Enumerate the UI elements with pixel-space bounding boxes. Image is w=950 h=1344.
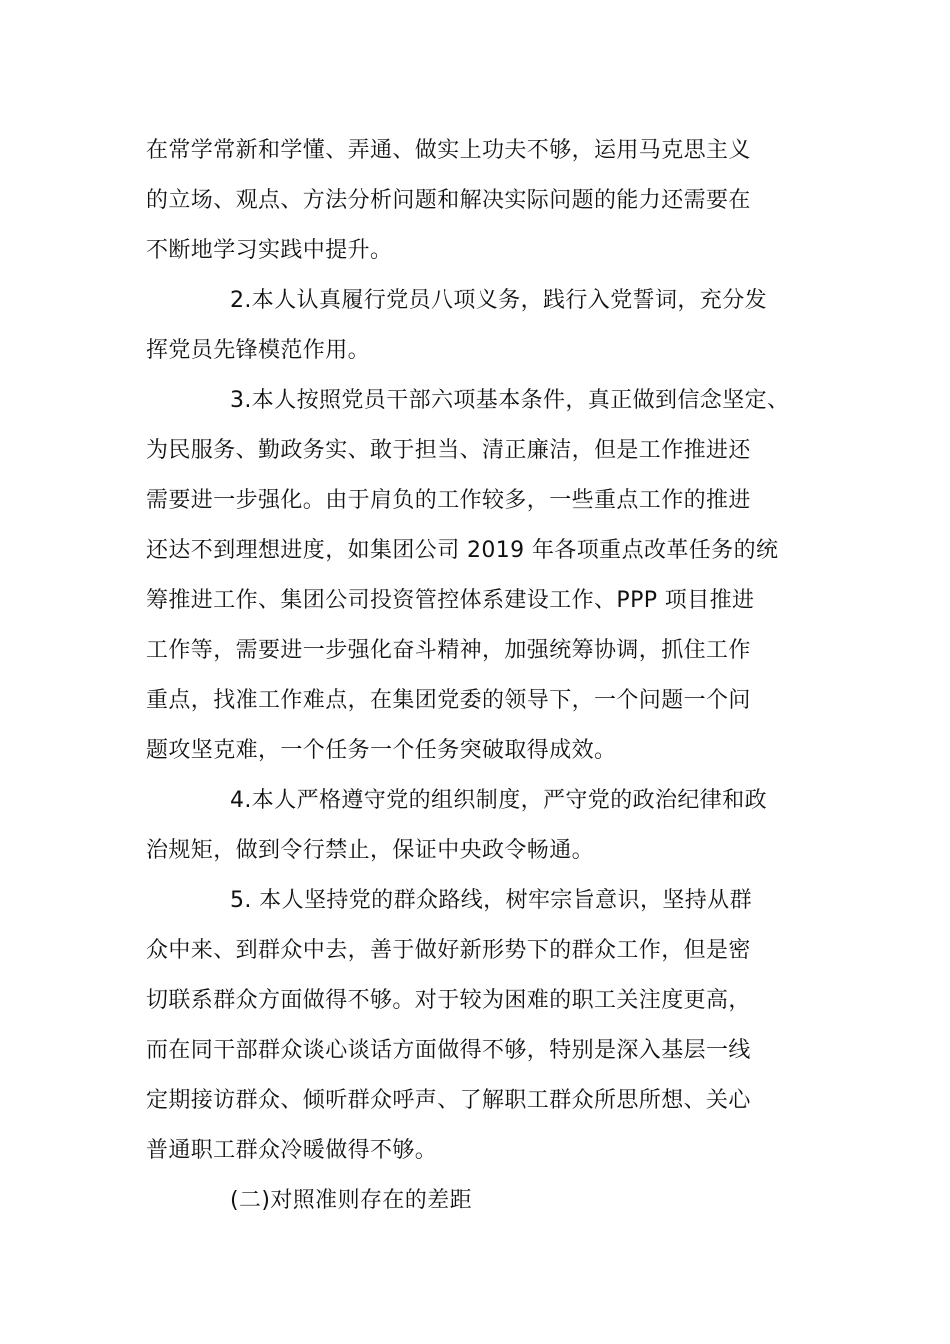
text-line: 重点，找准工作难点，在集团党委的领导下，一个问题一个问: [146, 688, 751, 713]
text-line: 普通职工群众冷暖做得不够。: [146, 1138, 438, 1163]
text-line: 题攻坚克难，一个任务一个任务突破取得成效。: [146, 738, 617, 763]
text-line: 工作等，需要进一步强化奋斗精神，加强统筹协调，抓住工作: [146, 638, 751, 663]
text-line: 为民服务、勤政务实、敢于担当、清正廉洁，但是工作推进还: [146, 438, 751, 463]
paragraph-2-start: 2.本人认真履行党员八项义务，践行入党誓词，充分发: [230, 288, 767, 313]
text-line: 挥党员先锋模范作用。: [146, 338, 371, 363]
text-line: 筹推进工作、集团公司投资管控体系建设工作、PPP 项目推进: [146, 588, 755, 613]
section-heading: (二)对照准则存在的差距: [230, 1188, 472, 1213]
text-line: 需要进一步强化。由于肩负的工作较多，一些重点工作的推进: [146, 488, 751, 513]
text-line: 切联系群众方面做得不够。对于较为困难的职工关注度更高，: [146, 988, 751, 1013]
text-line: 众中来、到群众中去，善于做好新形势下的群众工作，但是密: [146, 938, 751, 963]
text-line: 的立场、观点、方法分析问题和解决实际问题的能力还需要在: [146, 188, 751, 213]
paragraph-3-start: 3.本人按照党员干部六项基本条件，真正做到信念坚定、: [230, 388, 790, 413]
text-line: 在常学常新和学懂、弄通、做实上功夫不够，运用马克思主义: [146, 138, 751, 163]
text-line: 治规矩，做到令行禁止，保证中央政令畅通。: [146, 838, 595, 863]
text-line: 而在同干部群众谈心谈话方面做得不够，特别是深入基层一线: [146, 1038, 751, 1063]
text-line: 定期接访群众、倾听群众呼声、了解职工群众所思所想、关心: [146, 1088, 751, 1113]
paragraph-5-start: 5. 本人坚持党的群众路线，树牢宗旨意识，坚持从群: [230, 888, 752, 913]
paragraph-4-start: 4.本人严格遵守党的组织制度，严守党的政治纪律和政: [230, 788, 767, 813]
text-line: 还达不到理想进度，如集团公司 2019 年各项重点改革任务的统: [146, 538, 779, 563]
text-line: 不断地学习实践中提升。: [146, 238, 393, 263]
